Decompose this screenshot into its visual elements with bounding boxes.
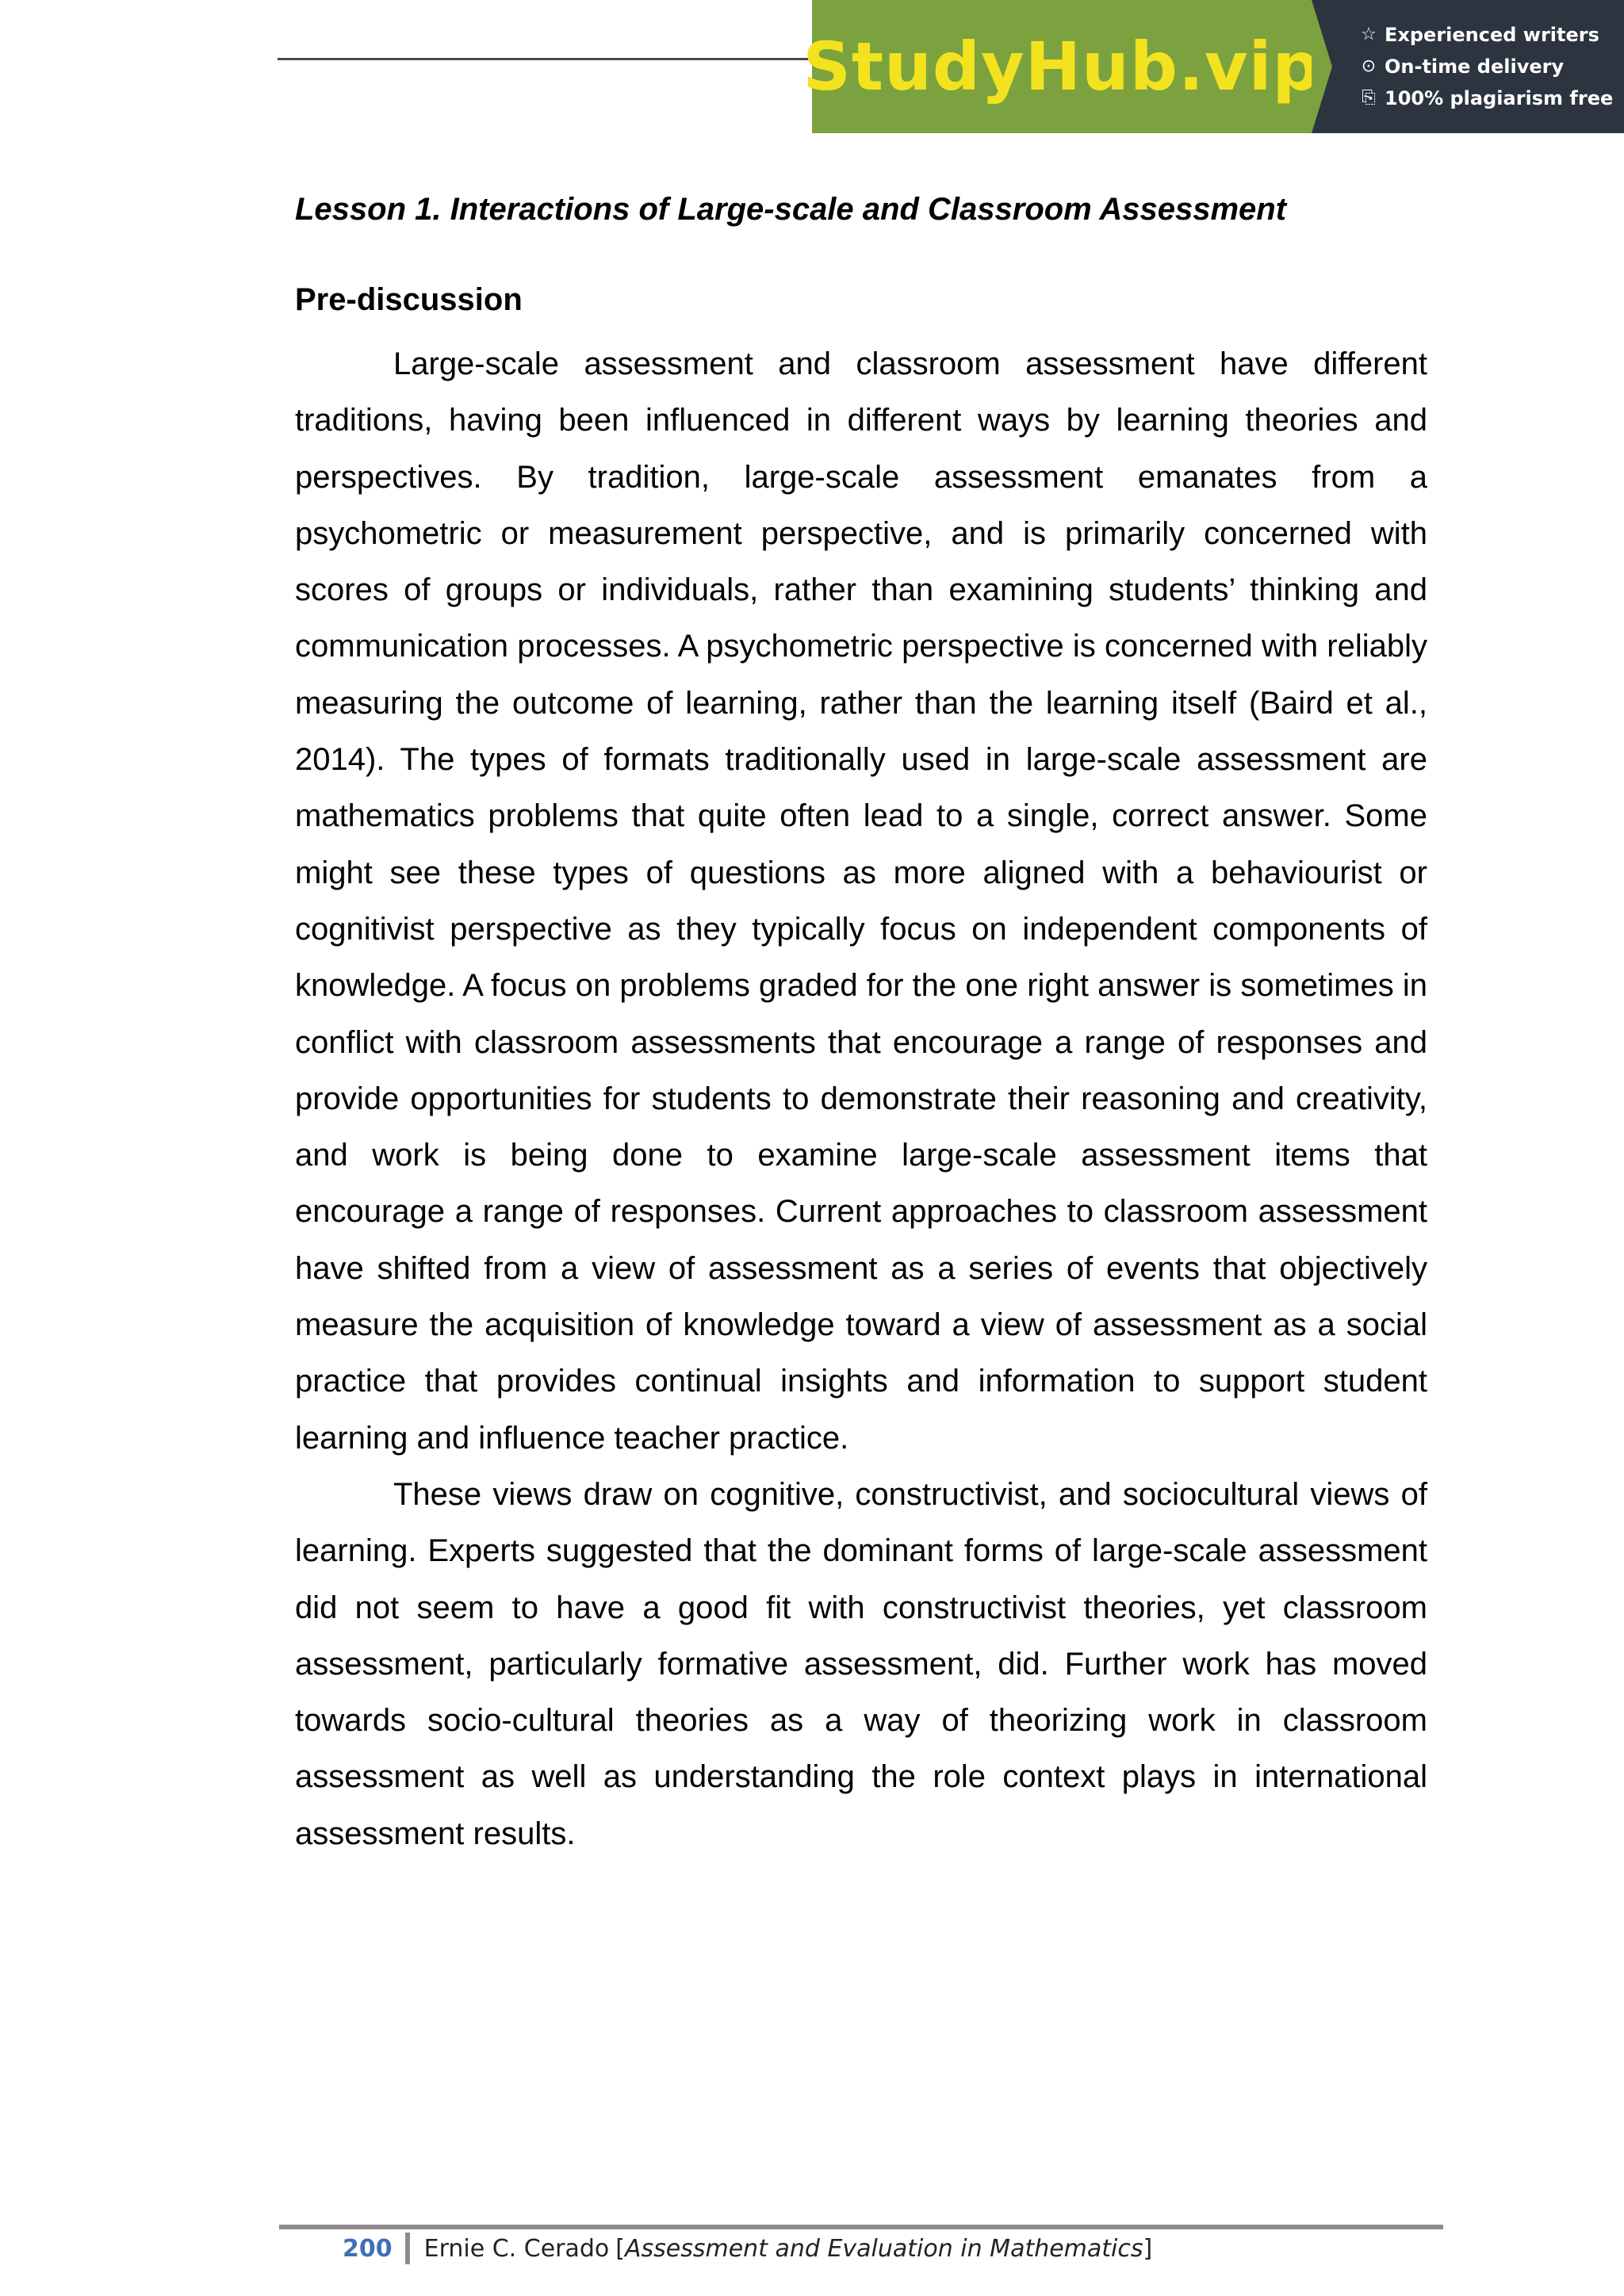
section-heading: Pre-discussion (295, 282, 523, 317)
feature-label: On-time delivery (1385, 55, 1565, 78)
paragraph: These views draw on cognitive, constructivist, and sociocultural views of learning. Experts suggested that the dominant forms of large-scale assessment did not seem to have a good fit with constructivist theories, yet classroom assessment, particularly formative assessment, did. Further work has moved towards socio-cultural theories as a way of theorizing work in classroom assessment as well as understanding the role context plays in international assessment results. (295, 1476, 1427, 1851)
paragraph: Large-scale assessment and classroom assessment have different traditions, having been influenced in different ways by learning theories and perspectives. By tradition, large-scale assessment emanates from a psychometric or measurement perspective, and is primarily concerned with scores of groups or individuals, rather than examining students’ thinking and communication processes. A psychometric perspective is concerned with reliably measuring the outcome of learning, rather than the learning itself (Baird et al., 2014). The types of formats traditionally used in large-scale assessment are mathematics problems that quite often lead to a single, correct answer. Some might see these types of questions as more aligned with a behaviourist or cognitivist perspective as they typically focus on independent components of knowledge. A focus on problems graded for the one right answer is sometimes in conflict with classroom assessments that encourage a range of responses and provide opportunities for students to demonstrate their reasoning and creativity, and work is being done to examine large-scale assessment items that encourage a range of responses. Current approaches to classroom assessment have shifted from a view of assessment as a series of events that objectively measure the acquisition of knowledge toward a view of assessment as a social practice that provides continual insights and information to support student learning and influence teacher practice. (295, 346, 1427, 1456)
brand-logo[interactable]: StudyHub.vip (802, 28, 1321, 105)
footer-divider (405, 2233, 410, 2264)
studyhub-banner[interactable] (802, 0, 1624, 133)
footer-book-title: Assessment and Evaluation in Mathematics (625, 2234, 1143, 2263)
clock-icon: ⊙ (1361, 56, 1377, 76)
body-text (295, 336, 1427, 1862)
lesson-title: Lesson 1. Interactions of Large-scale and Classroom Assessment (295, 192, 1287, 227)
feature-experienced-writers (1359, 23, 1624, 47)
footer-author: Ernie C. Cerado (423, 2234, 610, 2263)
feature-label: Experienced writers (1385, 24, 1599, 46)
brand-panel[interactable] (802, 0, 1321, 133)
footer-open-bracket: [ (615, 2234, 625, 2263)
feature-label: 100% plagiarism free (1385, 87, 1614, 109)
page-footer (343, 2229, 1152, 2267)
star-icon: ☆ (1361, 25, 1377, 44)
footer-close-bracket: ] (1143, 2234, 1153, 2263)
feature-list (1312, 0, 1624, 133)
document-icon: ⎘ (1362, 88, 1376, 108)
feature-plagiarism-free (1359, 86, 1624, 110)
page-number: 200 (343, 2234, 393, 2263)
feature-on-time-delivery (1359, 55, 1624, 78)
header-rule (278, 58, 817, 60)
